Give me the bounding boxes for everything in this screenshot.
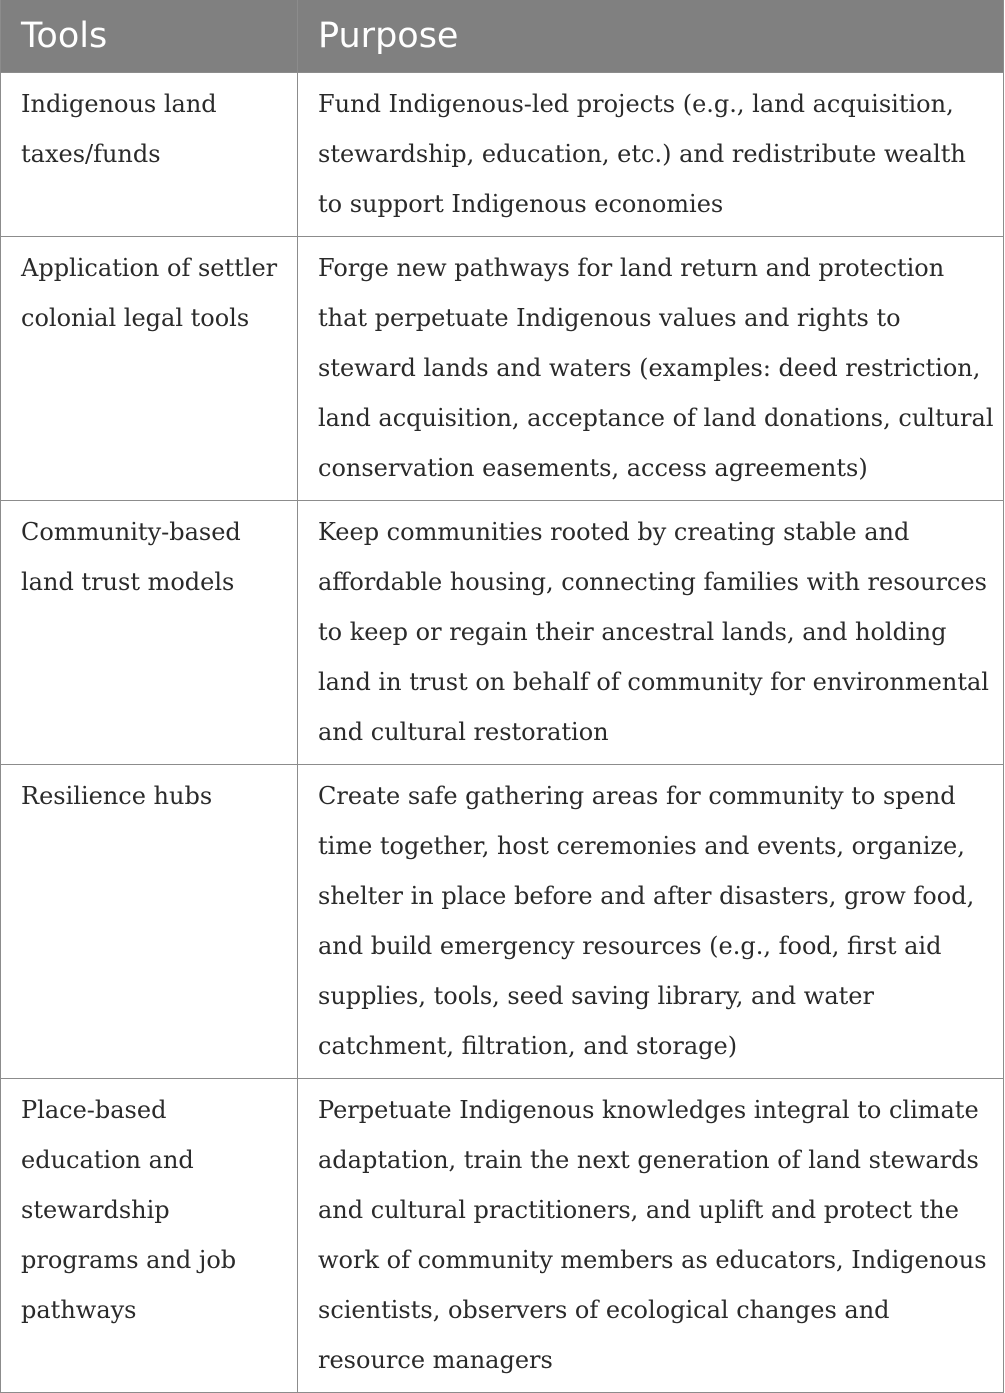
header-tools: Tools [1, 0, 298, 72]
table-row [1, 72, 1004, 236]
header-row [1, 0, 1004, 72]
tool-cell: Application of settler colonial legal tools [1, 236, 298, 500]
tool-cell: Place-based education and stewardship programs and job pathways [1, 1078, 298, 1392]
purpose-cell: Create safe gathering areas for community to spend time together, host ceremonies and events, organize, shelter in place before and after disasters, grow food, and build emergency resources (e.g., food, first aid supplies, tools, seed saving library, and water catchment, filtration, and storage) [298, 764, 1004, 1078]
table-row [1, 500, 1004, 764]
tool-cell: Community-based land trust models [1, 500, 298, 764]
table-row [1, 236, 1004, 500]
purpose-cell: Perpetuate Indigenous knowledges integral to climate adaptation, train the next generation of land stewards and cultural practitioners, and uplift and protect the work of community members as educators, Indigenous scientists, observers of ecological changes and resource managers [298, 1078, 1004, 1392]
header-purpose: Purpose [298, 0, 1004, 72]
table-row [1, 764, 1004, 1078]
tool-cell: Indigenous land taxes/funds [1, 72, 298, 236]
table-row [1, 1078, 1004, 1392]
tool-cell: Resilience hubs [1, 764, 298, 1078]
purpose-cell: Fund Indigenous-led projects (e.g., land acquisition, stewardship, education, etc.) and redistribute wealth to support Indigenous economies [298, 72, 1004, 236]
purpose-cell: Forge new pathways for land return and protection that perpetuate Indigenous values and rights to steward lands and waters (examples: deed restriction, land acquisition, acceptance of land donations, cultural conservation easements, access agreements) [298, 236, 1004, 500]
purpose-cell: Keep communities rooted by creating stable and affordable housing, connecting families with resources to keep or regain their ancestral lands, and holding land in trust on behalf of community for environmental and cultural restoration [298, 500, 1004, 764]
